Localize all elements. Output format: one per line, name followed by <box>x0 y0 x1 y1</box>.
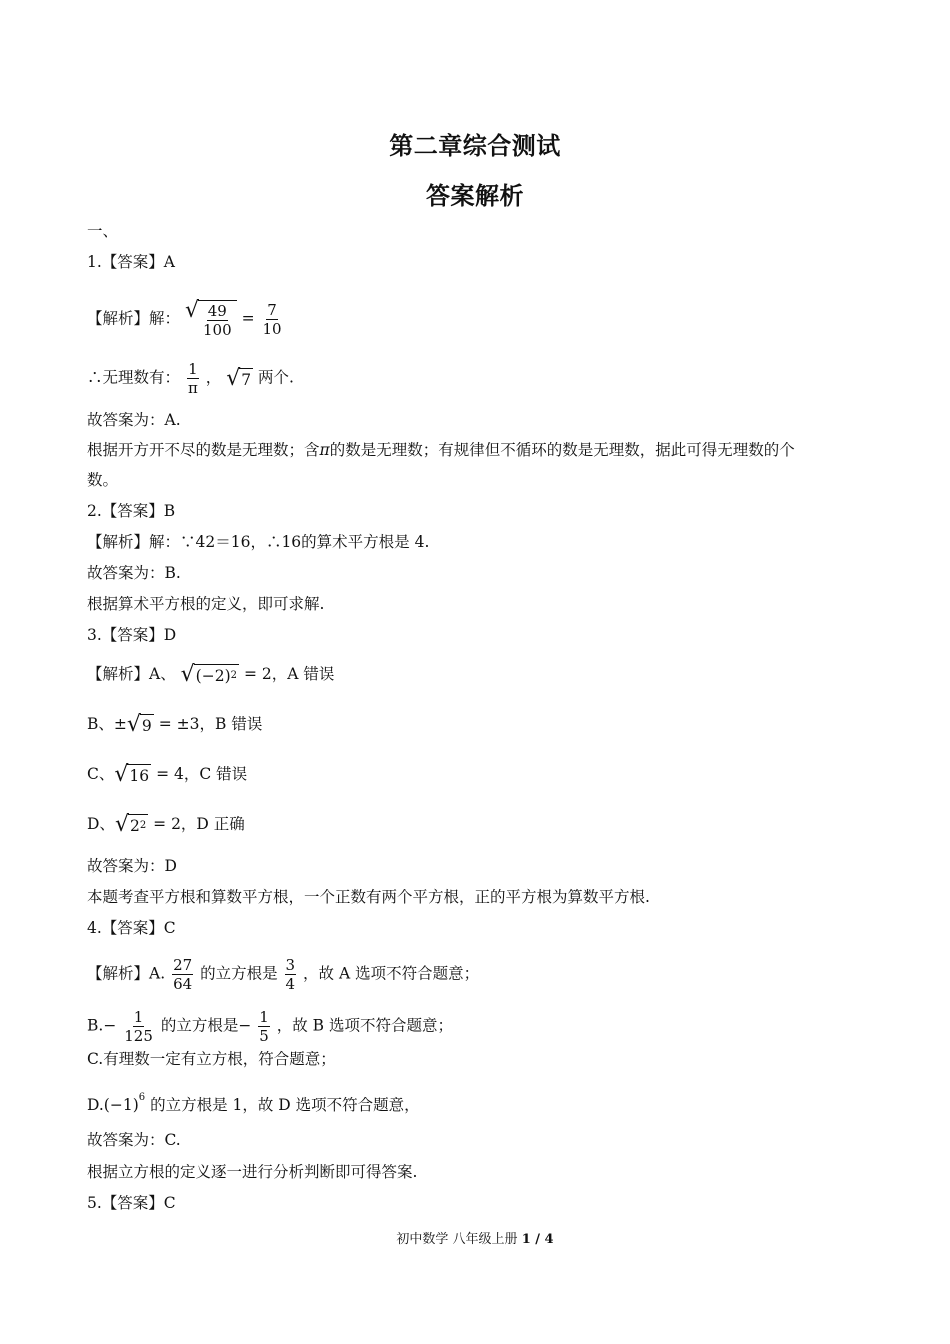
q3-note: 本题考查平方根和算数平方根，一个正数有两个平方根，正的平方根为算数平方根. <box>87 888 650 906</box>
q1-comma: ， <box>205 368 222 387</box>
page-subtitle: 答案解析 <box>426 182 524 210</box>
q5-answer: 5.【答案】C <box>87 1194 176 1212</box>
q2-analysis: 【解析】解：∵42＝16，∴16的算术平方根是 4. <box>87 533 430 551</box>
q1-pi-num: 1 <box>188 360 198 378</box>
q3-answer: 3.【答案】D <box>87 626 177 644</box>
q1-analysis-prefix: 【解析】解： <box>87 309 181 328</box>
q4-option-a: 【解析】A. $\frac{27}{64}$ 的立方根是 $\frac{3}{4}$ ，故 A 选项不符合题意； <box>87 956 480 993</box>
q1-sqrt-fraction: √ $\frac{49}{100}$ <box>185 300 237 339</box>
q2-result: 故答案为：B. <box>87 564 181 582</box>
page-title: 第二章综合测试 <box>389 132 561 160</box>
section-heading: 一、 <box>87 222 119 240</box>
q3-option-b: B、± √ 9 = ±3，B 错误 <box>87 712 263 737</box>
q1-sqrt7: √ 7 <box>226 365 252 391</box>
q4-option-d: $D.(-1)^6$ 的立方根是 1，故 D 选项不符合题意， <box>87 1092 420 1114</box>
q4-result: 故答案为：C. <box>87 1131 181 1149</box>
footer-label: 初中数学 八年级上册 <box>396 1232 518 1247</box>
q1-equals: = <box>241 309 255 328</box>
q4-option-c: C.有理数一定有立方根，符合题意； <box>87 1050 336 1068</box>
q1-result: 故答案为：A. <box>87 411 181 429</box>
q1-answer: 1.【答案】A <box>87 253 175 271</box>
q1-irrational-prefix: ∴无理数有： <box>87 368 181 387</box>
q1-frac1-num: 49 <box>207 302 227 320</box>
q1-note-2: 数。 <box>87 471 119 489</box>
q1-frac1-den: 100 <box>202 321 232 339</box>
q1-frac2-den: 10 <box>262 320 282 338</box>
q4-option-b: B.− $\frac{1}{125}$ 的立方根是− $\frac{1}{5}$ ，故 B 选项不符合题意； <box>87 1008 453 1045</box>
footer-page-number: 1 / 4 <box>521 1232 554 1247</box>
page-footer <box>0 1228 950 1247</box>
q1-frac2-num: 7 <box>267 301 277 319</box>
q1-irrational <box>87 360 294 397</box>
q1-analysis <box>87 300 285 339</box>
q3-option-a: 【解析】A、 √ (−2) 2 = 2，A 错误 <box>87 662 335 687</box>
q1-pi-den: π <box>187 379 198 397</box>
q1-note-1: 根据开方开不尽的数是无理数；含π的数是无理数；有规律但不循环的数是无理数，据此可得无理数的个 <box>87 441 795 459</box>
q2-answer: 2.【答案】B <box>87 502 176 520</box>
q1-irrational-suffix: 两个. <box>258 368 294 387</box>
q2-note: 根据算术平方根的定义，即可求解. <box>87 595 325 613</box>
q4-note: 根据立方根的定义逐一进行分析判断即可得答案. <box>87 1163 418 1181</box>
q3-result: 故答案为：D <box>87 857 177 875</box>
q4-answer: 4.【答案】C <box>87 919 176 937</box>
q3-option-c: C、 √ 16 = 4，C 错误 <box>87 762 248 787</box>
q3-option-d: D、 √ 2 2 = 2，D 正确 <box>87 812 245 837</box>
